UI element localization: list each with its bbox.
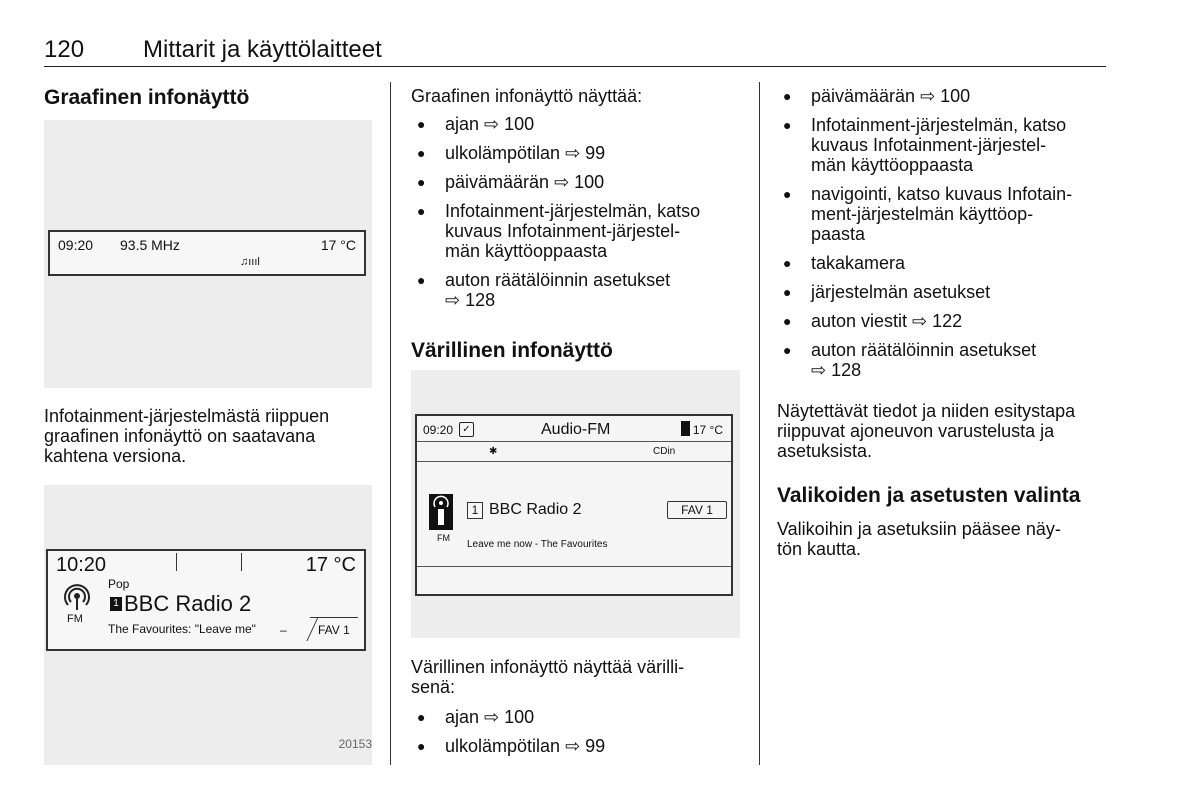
color-display-list — [411, 707, 751, 765]
list-item: ● takakamera — [777, 253, 1117, 273]
display-temperature: 17 °C — [305, 554, 356, 576]
page-number: 120 — [44, 36, 85, 63]
clock-check-icon: ✓ — [459, 422, 474, 437]
list-item: ● ulkolämpötilan ⇨ 99 — [411, 143, 751, 163]
section-heading-menu-selection: Valikoiden ja asetusten valinta — [777, 484, 1081, 507]
graphic-display-intro: Graafinen infonäyttö näyttää: — [411, 86, 643, 106]
preset-number-badge: 1 — [110, 597, 122, 611]
color-display-list-continued — [777, 86, 1117, 389]
section-heading-color-display: Värillinen infonäyttö — [411, 339, 613, 362]
bluetooth-icon: ✱ — [489, 446, 498, 457]
cdin-label: CDin — [653, 446, 676, 457]
list-item: ● päivämäärän ⇨ 100 — [777, 86, 1117, 106]
preset-number-box: 1 — [467, 502, 483, 519]
versions-paragraph: Infotainment-järjestelmästä riippuen graafinen infonäyttö on saatavana kahtena versiona. — [44, 406, 330, 466]
list-item: ● navigointi, katso kuvaus Infotain- ment-järjestelmän käyttöop- paasta — [777, 184, 1117, 244]
display-time: 09:20 — [423, 423, 454, 437]
header-divider — [417, 441, 731, 442]
fav-tab-top — [310, 617, 358, 618]
fav-button[interactable]: FAV 1 — [667, 501, 727, 519]
track-info: The Favourites: "Leave me" — [108, 622, 256, 636]
chapter-title: Mittarit ja käyttölaitteet — [143, 36, 382, 63]
graphic-display-list — [411, 114, 751, 319]
color-display-paragraph: Värillinen infonäyttö näyttää värilli- senä: — [411, 657, 685, 697]
display-temperature: 17 °C — [320, 237, 356, 253]
radio-broadcast-icon — [62, 583, 92, 613]
lcd-display-2 — [46, 549, 366, 651]
list-item: ● auton räätälöinnin asetukset ⇨ 128 — [411, 270, 751, 310]
color-display-screen — [415, 414, 733, 596]
song-info: Leave me now - The Favourites — [467, 539, 608, 550]
music-signal-icon: ♫ıııl — [240, 256, 260, 268]
genre-label: Pop — [108, 577, 130, 591]
divider-tick — [241, 553, 242, 571]
list-item: ● ulkolämpötilan ⇨ 99 — [411, 736, 751, 756]
section-heading-graphic-display: Graafinen infonäyttö — [44, 86, 250, 109]
list-item: ● auton räätälöinnin asetukset ⇨ 128 — [777, 340, 1117, 380]
divider-tick — [176, 553, 177, 571]
menu-selection-paragraph: Valikoihin ja asetuksiin pääsee näy- tön kautta. — [777, 519, 1061, 559]
list-item: ● ajan ⇨ 100 — [411, 707, 751, 727]
thermometer-icon — [681, 421, 690, 436]
header-rule — [44, 66, 1106, 67]
display-temperature: 17 °C — [692, 423, 723, 437]
fm-antenna-icon — [429, 494, 453, 530]
list-item: ● ajan ⇨ 100 — [411, 114, 751, 134]
list-item: ● Infotainment-järjestelmän, katso kuvaus Infotainment-järjestel- män käyttöoppaasta — [411, 201, 751, 261]
band-label: FM — [437, 533, 450, 543]
display-info-paragraph: Näytettävät tiedot ja niiden esitystapa riippuvat ajoneuvon varustelusta ja asetuksista. — [777, 401, 1076, 461]
fav-tab-slant — [288, 617, 318, 641]
list-item: ● päivämäärän ⇨ 100 — [411, 172, 751, 192]
station-name: BBC Radio 2 — [124, 591, 252, 616]
footer-divider — [417, 566, 731, 567]
list-item: ● järjestelmän asetukset — [777, 282, 1117, 302]
figure-graphic-display-1 — [44, 120, 372, 388]
band-label: FM — [67, 613, 83, 625]
list-item: ● auton viestit ⇨ 122 — [777, 311, 1117, 331]
subheader-divider — [417, 461, 731, 462]
screen-title: Audio-FM — [541, 421, 611, 438]
station-name: BBC Radio 2 — [489, 501, 582, 518]
list-item: ● Infotainment-järjestelmän, katso kuvaus Infotainment-järjestel- män käyttöoppaasta — [777, 115, 1117, 175]
figure-number: 20153 — [338, 737, 372, 751]
lcd-display-1 — [48, 230, 366, 276]
figure-color-display — [411, 370, 740, 638]
column-divider-2 — [759, 82, 760, 765]
figure-graphic-display-2 — [44, 485, 372, 765]
display-time: 09:20 — [58, 237, 94, 253]
column-divider-1 — [390, 82, 391, 765]
display-frequency: 93.5 MHz — [120, 237, 180, 253]
display-time: 10:20 — [56, 554, 107, 576]
dash-mark: – — [280, 623, 287, 637]
fav-label: FAV 1 — [318, 623, 350, 637]
